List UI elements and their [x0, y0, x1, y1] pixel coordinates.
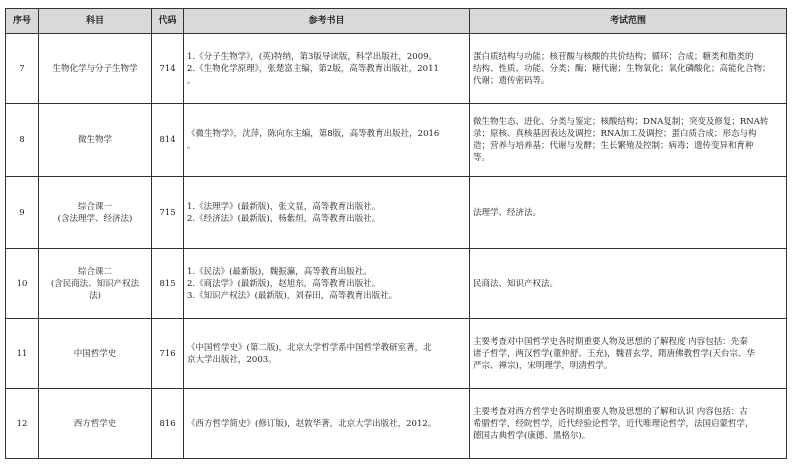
cell-scope-line: 录；原核、真核基因表达及调控；RNA加工及调控；蛋白质合成；形态与构 [473, 129, 757, 139]
cell-subject-line: 中国哲学史 [73, 348, 117, 359]
cell-subject-line: 微生物学 [77, 135, 112, 145]
cell-subject [39, 389, 152, 459]
cell-books-line: 京大学出版社，2003。 [187, 354, 277, 365]
table-row [6, 319, 787, 389]
cell-books-line: 2.《商法学》(最新版)，赵旭东，高等教育出版社。 [187, 278, 381, 289]
table-row [6, 104, 787, 177]
cell-scope [470, 319, 787, 389]
cell-scope-line: 微生物生态、进化、分类与鉴定；核酸结构；DNA复制；突变及修复；RNA转 [473, 117, 769, 127]
cell-subject-line: (含民商法、知识产权法 [50, 278, 140, 289]
cell-subject-line: 综合课一 [77, 201, 112, 212]
cell-subject-line: 西方哲学史 [73, 418, 117, 429]
cell-books-line: 1.《分子生物学》，(英)特纳，第3版导读版，科学出版社，2009。 [187, 51, 438, 62]
cell-code: 814 [152, 104, 184, 177]
cell-books-line: 《西方哲学简史》(修订版)，赵敦华著，北京大学出版社，2012。 [187, 418, 437, 429]
cell-books [184, 249, 470, 319]
header-scope: 考试范围 [470, 9, 787, 34]
cell-books [184, 177, 470, 249]
cell-scope-line: 代谢；遗传密码等。 [473, 75, 550, 86]
cell-scope-line: 民商法、知识产权法。 [473, 278, 559, 289]
cell-seq: 12 [6, 389, 39, 459]
cell-books [184, 319, 470, 389]
cell-scope-line: 主要考查对西方哲学史各时期重要人物及思想的了解和认识 内容包括：古 [473, 406, 748, 417]
cell-subject [39, 249, 152, 319]
header-seq: 序号 [6, 9, 39, 34]
cell-subject [39, 177, 152, 249]
cell-scope-line: 法理学、经济法。 [473, 207, 542, 218]
table-row [6, 34, 787, 104]
cell-books-line: 。 [187, 75, 196, 86]
cell-subject [39, 319, 152, 389]
cell-scope-line: 蛋白质结构与功能；核苷酸与核酸的共价结构；循环；合成；糖类和脂类的 [473, 51, 754, 62]
cell-books [184, 389, 470, 459]
cell-subject [39, 34, 152, 104]
cell-books-line: 《中国哲学史》(第二版)，北京大学哲学系中国哲学教研室著，北 [187, 342, 432, 353]
cell-books-line: 1.《民法》(最新版)，魏振瀛，高等教育出版社。 [187, 266, 372, 277]
cell-subject-line: 法) [89, 290, 101, 301]
cell-scope-line: 诸子哲学，两汉哲学(董仲舒、王充)，魏晋玄学，隋唐佛教哲学(天台宗、华 [473, 348, 755, 359]
table-body [6, 34, 787, 459]
cell-books-line: 2.《经济法》(最新版)，杨紫烜，高等教育出版社。 [187, 213, 381, 224]
cell-scope-line: 希腊哲学，经院哲学，近代经验论哲学，近代唯理论哲学，法国启蒙哲学， [473, 418, 754, 429]
cell-scope-line: 等。 [473, 153, 491, 163]
header-code: 代码 [152, 9, 184, 34]
cell-subject-line: (含法理学、经济法) [57, 213, 133, 224]
header-row [6, 9, 787, 34]
table-row [6, 389, 787, 459]
cell-books-line: 。 [187, 141, 196, 151]
cell-scope [470, 34, 787, 104]
cell-subject-line: 生物化学与分子生物学 [52, 63, 138, 74]
cell-scope-line: 造；营养与培养基；代谢与发酵；生长繁殖及控制；病毒；遗传变异和育种 [473, 141, 754, 151]
cell-scope [470, 389, 787, 459]
cell-seq: 7 [6, 34, 39, 104]
cell-scope [470, 177, 787, 249]
cell-code: 815 [152, 249, 184, 319]
cell-scope [470, 104, 787, 177]
exam-reference-table [5, 8, 787, 459]
cell-code: 716 [152, 319, 184, 389]
cell-code: 816 [152, 389, 184, 459]
cell-code: 715 [152, 177, 184, 249]
cell-subject [39, 104, 152, 177]
cell-seq: 11 [6, 319, 39, 389]
cell-books-line: 3.《知识产权法》(最新版)，刘春田，高等教育出版社。 [187, 290, 398, 301]
cell-code: 714 [152, 34, 184, 104]
cell-books-line: 2.《生物化学原理》，张楚富主编，第2版，高等教育出版社，2011 [187, 63, 439, 74]
cell-scope-line: 主要考查对中国哲学史各时期重要人物及思想的了解程度 内容包括：先秦 [473, 336, 748, 347]
cell-seq: 9 [6, 177, 39, 249]
cell-books [184, 104, 470, 177]
cell-subject-line: 综合课二 [77, 266, 112, 277]
cell-scope [470, 249, 787, 319]
cell-books-line: 《微生物学》，沈萍，陈向东主编，第8版，高等教育出版社，2016 [187, 129, 440, 139]
table-row [6, 249, 787, 319]
cell-scope-line: 结构、性质、功能、分类；酶；糖代谢；生物氧化；氧化磷酸化；高能化合物； [473, 63, 771, 74]
cell-books-line: 1.《法理学》(最新版)，张文显，高等教育出版社。 [187, 201, 381, 212]
cell-scope-line: 德国古典哲学(康德、黑格尔)。 [473, 430, 591, 441]
cell-seq: 8 [6, 104, 39, 177]
cell-scope-line: 严宗、禅宗)，宋明理学，明清哲学。 [473, 360, 613, 371]
table-row [6, 177, 787, 249]
header-books: 参考书目 [184, 9, 470, 34]
cell-books [184, 34, 470, 104]
cell-seq: 10 [6, 249, 39, 319]
header-subject: 科目 [39, 9, 152, 34]
